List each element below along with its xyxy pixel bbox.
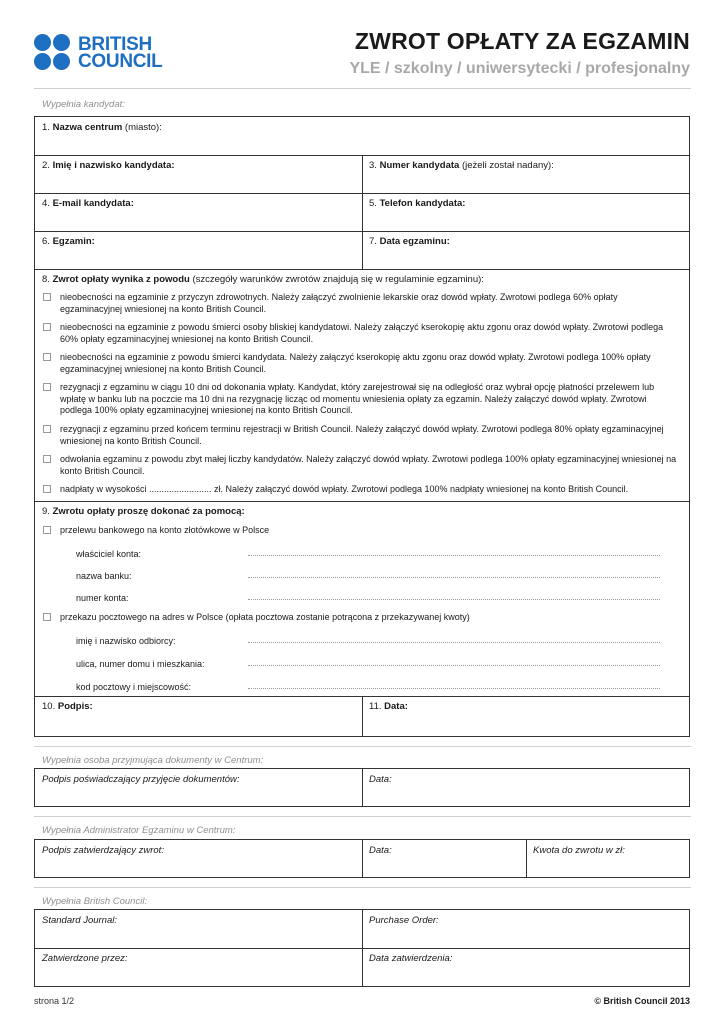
- copyright: © British Council 2013: [594, 996, 690, 1006]
- approved-by-field[interactable]: Zatwierdzone przez:: [42, 953, 128, 964]
- reason-resignation-10-days[interactable]: rezygnacji z egzaminu w ciągu 10 dni od dokonania wpłaty. Kandydat, który zarejestrował się na odległość oraz wybrał opcję płatności przelewem lub wpłatę w banku lub na poczcie ma 10 dni na rezygnację licząc od momentu wniesienia opłaty za egzamin. Należy załączyć dowód wpłaty. Zwrotowi podlega 100% opłaty egzaminacyjnej wniesionej na konto British Council.: [43, 382, 679, 417]
- recipient-name-label: imię i nazwisko odbiorcy:: [76, 636, 176, 646]
- bank-account-owner-label: właściciel konta:: [76, 549, 142, 559]
- field-candidate-name[interactable]: 2. Imię i nazwisko kandydata:: [42, 160, 175, 171]
- header-divider: [34, 88, 691, 89]
- logo-line-1: BRITISH: [78, 34, 152, 55]
- method-postal-order[interactable]: przekazu pocztowego na adres w Polsce (opłata pocztowa zostanie potrącona z przekazywanej kwoty): [43, 612, 679, 624]
- document-subtitle: YLE / szkolny / uniwersytecki / profesjonalny: [349, 60, 690, 77]
- method-bank-transfer[interactable]: przelewu bankowego na konto złotówkowe w Polsce: [43, 525, 679, 537]
- field-signature[interactable]: 10. Podpis:: [42, 701, 93, 712]
- field-signature-date[interactable]: 11. Data:: [369, 701, 408, 712]
- centre-form-box: [34, 768, 690, 807]
- checkbox[interactable]: [43, 323, 51, 331]
- standard-journal-field[interactable]: Standard Journal:: [42, 915, 117, 926]
- checkbox[interactable]: [43, 425, 51, 433]
- document-title: ZWROT OPŁATY ZA EGZAMIN: [354, 28, 690, 54]
- checkbox[interactable]: [43, 293, 51, 301]
- centre-divider: [34, 746, 691, 747]
- centre-date-field[interactable]: Data:: [369, 774, 392, 785]
- reason-relative-death[interactable]: nieobecności na egzaminie z powodu śmierci osoby bliskiej kandydatowi. Należy załączyć kserokopię aktu zgonu oraz dowód wpłaty. Zwrotowi podlega 60% opłaty egzaminacyjnej wniesionej na konto British Council.: [43, 322, 679, 345]
- recipient-name-input[interactable]: [248, 642, 660, 643]
- admin-section-label: Wypełnia Administrator Egzaminu w Centrum:: [42, 825, 236, 836]
- street-label: ulica, numer domu i mieszkania:: [76, 659, 205, 669]
- candidate-form-box: [34, 116, 690, 737]
- account-number-label: numer konta:: [76, 593, 129, 603]
- reason-resignation-before-deadline[interactable]: rezygnacji z egzaminu przed końcem terminu rejestracji w British Council. Należy załączyć dowód wpłaty. Zwrotowi podlega 80% opłaty egzaminacyjnej wniesionej na konto British Council.: [43, 424, 679, 447]
- street-input[interactable]: [248, 665, 660, 666]
- reason-overpayment[interactable]: nadpłaty w wysokości ......................... zł. Należy załączyć dowód wpłaty. Zwrotowi podlega 100% nadpłaty wniesionej na konto British Council.: [43, 484, 679, 496]
- checkbox[interactable]: [43, 353, 51, 361]
- account-number-input[interactable]: [248, 599, 660, 600]
- bank-name-input[interactable]: [248, 577, 660, 578]
- field-candidate-phone[interactable]: 5. Telefon kandydata:: [369, 198, 466, 209]
- centre-signature-field[interactable]: Podpis poświadczający przyjęcie dokumentów:: [42, 774, 240, 785]
- logo-dots-icon: [34, 34, 74, 72]
- reason-health[interactable]: nieobecności na egzaminie z przyczyn zdrowotnych. Należy załączyć zwolnienie lekarskie oraz dowód wpłaty. Zwrotowi podlega 60% opłaty egzaminacyjnej wniesionej na konto British Council.: [43, 292, 679, 315]
- centre-section-label: Wypełnia osoba przyjmująca dokumenty w Centrum:: [42, 755, 264, 766]
- checkbox[interactable]: [43, 485, 51, 493]
- field-centre-name[interactable]: 1. Nazwa centrum (miasto):: [42, 122, 162, 133]
- postal-code-city-input[interactable]: [248, 688, 660, 689]
- approval-date-field[interactable]: Data zatwierdzenia:: [369, 953, 453, 964]
- page-number: strona 1/2: [34, 996, 75, 1006]
- bc-form-box: [34, 909, 690, 987]
- reason-candidate-death[interactable]: nieobecności na egzaminie z powodu śmierci kandydata. Należy załączyć kserokopię aktu zgonu oraz dowód wpłaty. Zwrotowi podlega 100% opłaty egzaminacyjnej wniesionej na konto British Council.: [43, 352, 679, 375]
- bank-account-owner-input[interactable]: [248, 555, 660, 556]
- field-candidate-number[interactable]: 3. Numer kandydata (jeżeli został nadany):: [369, 160, 554, 171]
- field-candidate-email[interactable]: 4. E-mail kandydata:: [42, 198, 134, 209]
- bc-section-label: Wypełnia British Council:: [42, 896, 148, 907]
- logo-line-2: COUNCIL: [78, 51, 163, 72]
- refund-amount-field[interactable]: Kwota do zwrotu w zł:: [533, 845, 625, 856]
- bc-divider: [34, 887, 691, 888]
- refund-reason-heading: 8. Zwrot opłaty wynika z powodu (szczegóły warunków zwrotów znajdują się w regulaminie egzaminu):: [42, 274, 484, 285]
- bank-name-label: nazwa banku:: [76, 571, 132, 581]
- postal-code-city-label: kod pocztowy i miejscowość:: [76, 682, 192, 692]
- refund-method-heading: 9. Zwrotu opłaty proszę dokonać za pomocą:: [42, 506, 245, 517]
- field-exam-date[interactable]: 7. Data egzaminu:: [369, 236, 450, 247]
- field-exam[interactable]: 6. Egzamin:: [42, 236, 95, 247]
- checkbox[interactable]: [43, 526, 51, 534]
- admin-form-box: [34, 839, 690, 878]
- british-council-logo: [34, 34, 162, 72]
- reason-exam-cancelled[interactable]: odwołania egzaminu z powodu zbyt małej liczby kandydatów. Należy załączyć dowód wpłaty. Zwrotowi podlega 100% opłaty egzaminacyjnej wniesionej na konto British Council.: [43, 454, 679, 477]
- purchase-order-field[interactable]: Purchase Order:: [369, 915, 439, 926]
- checkbox[interactable]: [43, 613, 51, 621]
- admin-signature-field[interactable]: Podpis zatwierdzający zwrot:: [42, 845, 164, 856]
- checkbox[interactable]: [43, 383, 51, 391]
- admin-divider: [34, 816, 691, 817]
- candidate-section-label: Wypełnia kandydat:: [42, 99, 125, 110]
- admin-date-field[interactable]: Data:: [369, 845, 392, 856]
- checkbox[interactable]: [43, 455, 51, 463]
